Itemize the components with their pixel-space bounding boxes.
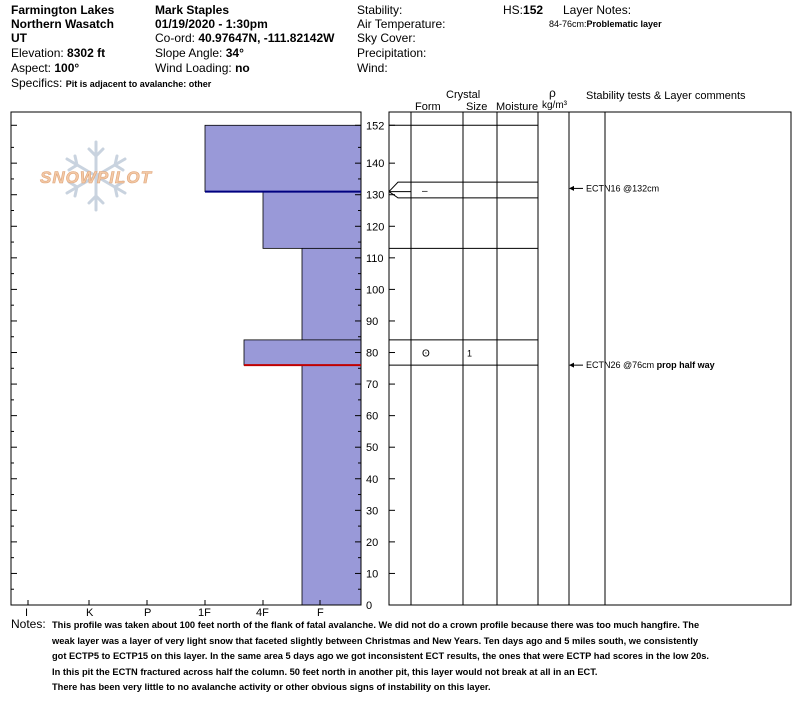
size-header: Size	[466, 101, 488, 113]
notes-label: Notes:	[11, 617, 46, 631]
y-tick-label: 100	[366, 284, 385, 297]
stability-test-arrowhead	[569, 363, 574, 368]
layer-notes-label: Layer Notes:	[563, 3, 632, 17]
hardness-tick-label: 4F	[256, 607, 269, 619]
y-tick-label: 80	[366, 347, 379, 360]
y-tick-label: 120	[366, 221, 385, 234]
y-tick-label: 10	[366, 568, 379, 581]
hardness-tick-label: F	[317, 607, 324, 619]
y-tick-label: 20	[366, 536, 379, 549]
crystal-size-label: 1	[467, 348, 473, 359]
stability-tests-header: Stability tests & Layer comments	[586, 90, 746, 102]
location-line-3: UT	[11, 31, 27, 45]
notes-text	[52, 618, 798, 696]
moisture-header: Moisture	[496, 101, 539, 113]
y-tick-label: 90	[366, 315, 379, 328]
hardness-layer-bar	[205, 125, 361, 191]
y-tick-label: 130	[366, 189, 385, 202]
sky-cover-label: Sky Cover:	[357, 31, 416, 45]
observer: Mark Staples	[155, 3, 230, 17]
notes-line: In this pit the ECTN fractured across half the column. 50 feet north in another pit, this layer would not break at all in an ECT.	[52, 666, 598, 677]
hardness-tick-label: P	[144, 607, 152, 619]
coordinates: Co-ord: 40.97647N, -111.82142W	[155, 31, 335, 45]
snowpilot-logo	[34, 138, 158, 218]
layer-note: 84-76cm:Problematic layer	[549, 19, 662, 29]
notes-line: This profile was taken about 100 feet north of the flank of fatal avalanche. We did not do a crown profile because there was too much hangfire. The	[52, 620, 700, 630]
crystal-header: Crystal	[446, 89, 481, 101]
elevation: Elevation: 8302 ft	[11, 46, 106, 60]
hardness-layer-bar	[263, 192, 361, 249]
hardness-layer-bar	[302, 365, 361, 605]
notes-line: There has been very little to no avalanche activity or other obvious signs of instability on this layer.	[52, 682, 491, 692]
location-line-2: Northern Wasatch	[11, 17, 114, 31]
y-tick-label: 152	[366, 120, 385, 133]
snow-height: HS:152	[503, 3, 544, 17]
y-tick-label: 30	[366, 505, 379, 518]
precipitation-label: Precipitation:	[357, 46, 427, 60]
y-tick-label: 40	[366, 473, 379, 486]
form-header: Form	[415, 101, 441, 113]
crystal-form-glyph: –	[422, 185, 428, 197]
stability-test-arrowhead	[569, 186, 574, 191]
density-unit: kg/m³	[542, 100, 567, 111]
y-tick-label: 70	[366, 379, 379, 392]
density-symbol: ρ	[549, 86, 556, 100]
layer-connector	[389, 182, 411, 191]
hardness-tick-label: 1F	[198, 607, 211, 619]
y-tick-label: 60	[366, 410, 379, 423]
specifics: Specifics: Pit is adjacent to avalanche: other	[11, 76, 212, 90]
y-tick-label: 140	[366, 158, 385, 171]
notes-line: got ECTP5 to ECTP15 on this layer. In the same area 5 days ago we got inconsistent ECT results, the ones that were ECTP had scores in the low 20s.	[52, 651, 709, 661]
snowpilot-logo-text: SNOWPILOT	[40, 168, 152, 187]
hardness-tick-label: I	[25, 607, 29, 619]
y-tick-label: 50	[366, 442, 379, 455]
stability-test-label: ECTN26 @76cm prop half way	[586, 360, 715, 371]
location-line-1: Farmington Lakes	[11, 3, 115, 17]
crystal-form-glyph: ʘ	[422, 348, 430, 360]
y-tick-label: 110	[366, 252, 384, 265]
hardness-layer-bar	[302, 248, 361, 340]
stability-label: Stability:	[357, 3, 403, 17]
y-tick-label: 0	[366, 600, 373, 612]
wind-loading: Wind Loading: no	[155, 61, 250, 75]
hardness-layer-bar	[244, 340, 361, 365]
aspect: Aspect: 100°	[11, 61, 80, 75]
wind-label: Wind:	[357, 61, 388, 75]
notes-line: weak layer was a layer of very light snow that faceted slightly between Christmas and New Years. Ten days ago and 5 miles south, we consistently	[52, 635, 699, 646]
stability-test-label: ECTN16 @132cm	[586, 183, 660, 194]
datetime: 01/19/2020 - 1:30pm	[155, 17, 268, 31]
hardness-tick-label: K	[86, 607, 94, 619]
slope-angle: Slope Angle: 34°	[155, 46, 244, 60]
air-temperature-label: Air Temperature:	[357, 17, 446, 31]
